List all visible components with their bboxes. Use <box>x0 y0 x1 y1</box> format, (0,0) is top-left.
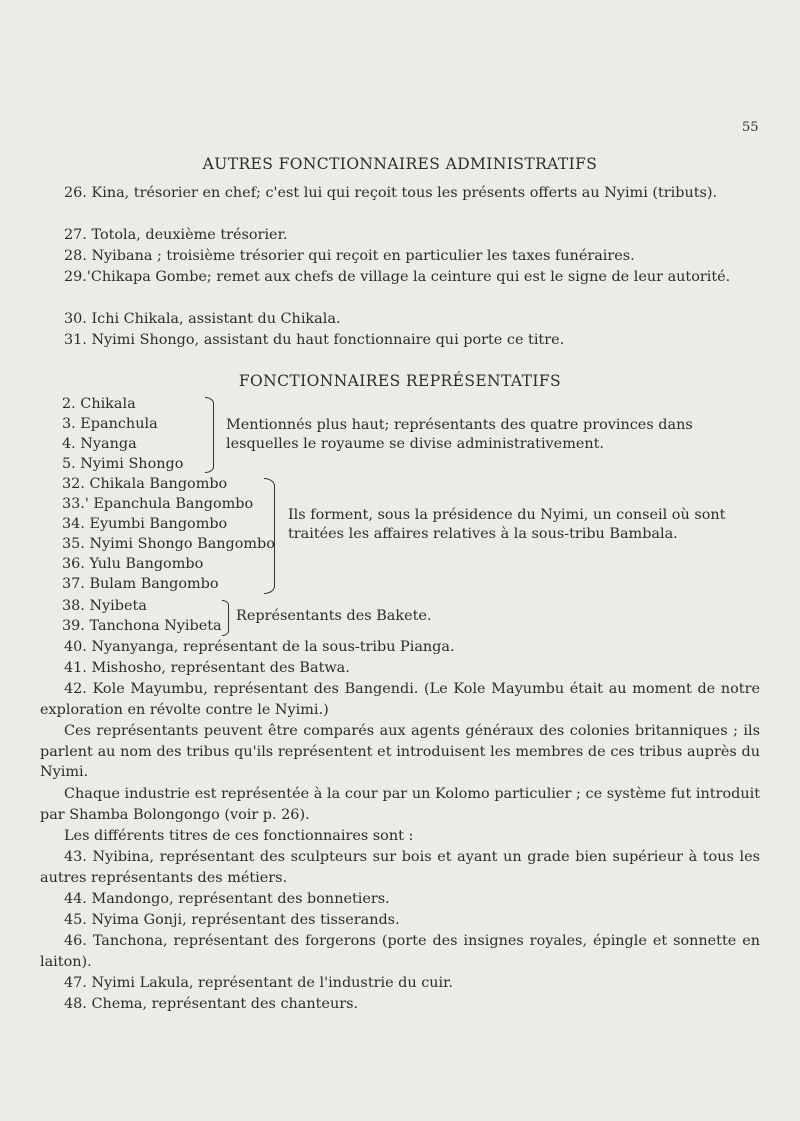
list-item: 34. Eyumbi Bangombo <box>62 516 228 532</box>
group-brace <box>222 600 229 636</box>
list-item: 3. Epanchula <box>62 416 158 432</box>
list-item: 35. Nyimi Shongo Bangombo <box>62 536 275 552</box>
list-item: 5. Nyimi Shongo <box>62 456 184 472</box>
entry-44: 44. Mandongo, représentant des bonnetiers. <box>64 891 390 907</box>
entry-26: 26. Kina, trésorier en chef; c'est lui qui reçoit tous les présents offerts au Nyimi (tributs). <box>64 185 718 201</box>
paragraph-industrie: Chaque industrie est représentée à la cour par un Kolomo particulier ; ce système fut introduit par Shamba Bolongongo (voir p. 26). <box>40 786 760 823</box>
list-item: 2. Chikala <box>62 396 136 412</box>
entry-45: 45. Nyima Gonji, représentant des tisserands. <box>64 912 400 928</box>
list-item: 39. Tanchona Nyibeta <box>62 618 222 634</box>
entry-47: 47. Nyimi Lakula, représentant de l'industrie du cuir. <box>64 975 454 991</box>
entry-42: 42. Kole Mayumbu, représentant des Bangendi. (Le Kole Mayumbu était au moment de notre exploration en révolte contre le Nyimi.) <box>40 681 760 718</box>
group-c-note: Représentants des Bakete. <box>236 608 432 624</box>
list-item: 32. Chikala Bangombo <box>62 476 228 492</box>
entry-29: 29.'Chikapa Gombe; remet aux chefs de village la ceinture qui est le signe de leur autorité. <box>64 269 731 285</box>
list-item: 4. Nyanga <box>62 436 137 452</box>
group-b-note: Ils forment, sous la présidence du Nyimi, un conseil où sont traitées les affaires relatives à la sous-tribu Bambala. <box>288 507 726 542</box>
section-title-administratifs: AUTRES FONCTIONNAIRES ADMINISTRATIFS <box>202 155 598 173</box>
entry-30: 30. Ichi Chikala, assistant du Chikala. <box>64 311 341 327</box>
list-item: 36. Yulu Bangombo <box>62 556 204 572</box>
entry-40: 40. Nyanyanga, représentant de la sous-tribu Pianga. <box>64 639 455 655</box>
list-item: 38. Nyibeta <box>62 598 147 614</box>
page-number: 55 <box>742 120 759 135</box>
group-brace <box>205 397 214 473</box>
entry-43: 43. Nyibina, représentant des sculpteurs sur bois et ayant un grade bien supérieur à tous les autres représentants des métiers. <box>40 849 760 886</box>
entry-27: 27. Totola, deuxième trésorier. <box>64 227 288 243</box>
entry-31: 31. Nyimi Shongo, assistant du haut fonctionnaire qui porte ce titre. <box>64 332 565 348</box>
paragraph-titres: Les différents titres de ces fonctionnaires sont : <box>64 828 414 844</box>
entry-46: 46. Tanchona, représentant des forgerons (porte des insignes royales, épingle et sonnette en laiton). <box>40 933 760 970</box>
entry-41: 41. Mishosho, représentant des Batwa. <box>64 660 350 676</box>
paragraph-representants: Ces représentants peuvent être comparés aux agents généraux des colonies britanniques ; ils parlent au nom des tribus qu'ils représentent et introduisent les membres de ces tribus auprès du Nyimi. <box>40 723 760 781</box>
list-item: 37. Bulam Bangombo <box>62 576 219 592</box>
entry-48: 48. Chema, représentant des chanteurs. <box>64 996 359 1012</box>
entry-28: 28. Nyibana ; troisième trésorier qui reçoit en particulier les taxes funéraires. <box>64 248 635 264</box>
group-a-note: Mentionnés plus haut; représentants des quatre provinces dans lesquelles le royaume se divise administrativement. <box>226 417 693 452</box>
group-brace <box>264 478 275 594</box>
section-title-representatifs: FONCTIONNAIRES REPRÉSENTATIFS <box>238 372 562 390</box>
list-item: 33.' Epanchula Bangombo <box>62 496 254 512</box>
